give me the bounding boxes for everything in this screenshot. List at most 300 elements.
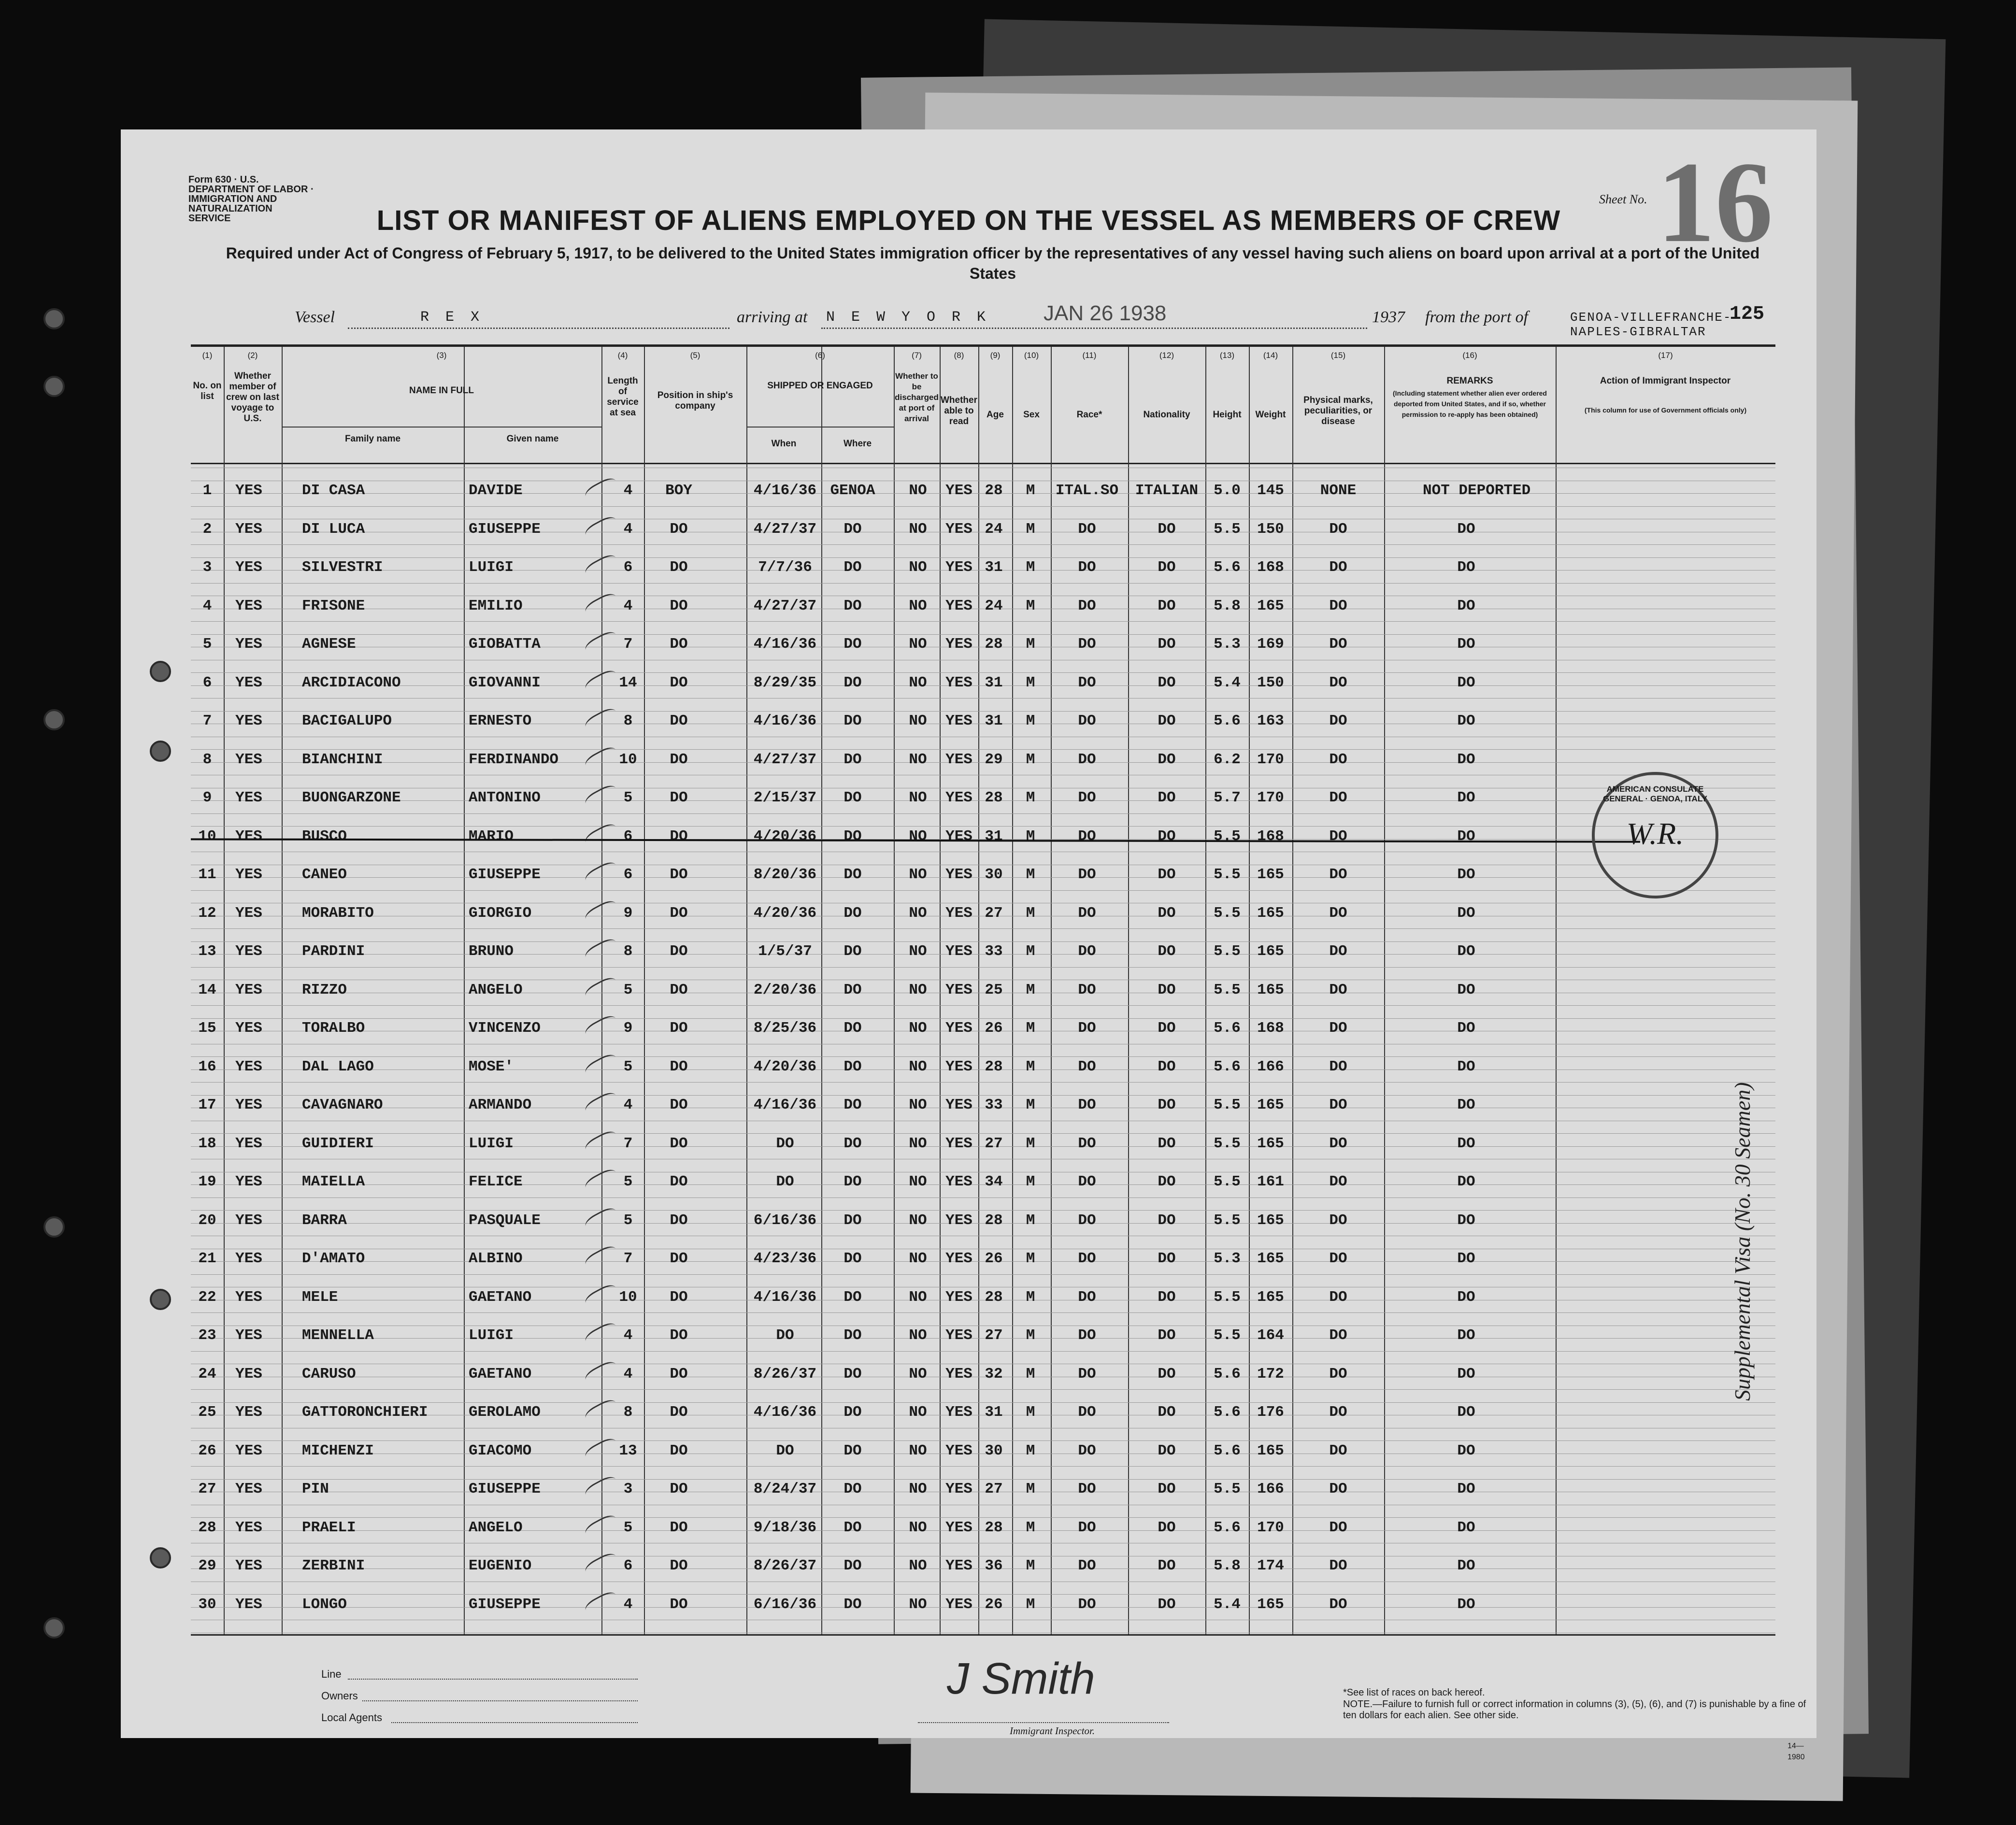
height: 5.5	[1214, 1288, 1241, 1306]
shipped-where: DO	[844, 981, 862, 998]
discharged: NO	[909, 1097, 927, 1113]
position: DO	[670, 1404, 688, 1421]
sheet-label: Sheet No.	[1599, 192, 1647, 206]
physical-marks: DO	[1329, 1288, 1347, 1306]
crew-last-voyage: YES	[235, 1135, 262, 1152]
header-remarks: REMARKS	[1446, 376, 1493, 386]
height: 5.5	[1214, 1327, 1241, 1344]
length-of-service: 5	[623, 1173, 633, 1190]
height: 5.6	[1214, 713, 1241, 729]
length-of-service: 6	[623, 559, 633, 576]
family-name: FRISONE	[302, 597, 365, 614]
age: 36	[985, 1557, 1003, 1574]
position: DO	[670, 1020, 688, 1037]
crew-last-voyage: YES	[235, 559, 262, 576]
manifest-sheet	[121, 129, 1816, 1761]
discharged: NO	[909, 1327, 927, 1344]
table-row	[191, 905, 1775, 943]
header-nationality: Nationality	[1143, 410, 1190, 420]
family-name: DAL LAGO	[302, 1058, 374, 1075]
shipped-where: GENOA	[830, 482, 875, 499]
family-name: PIN	[302, 1481, 329, 1497]
race: DO	[1078, 1481, 1096, 1497]
table-row	[191, 1481, 1775, 1519]
weight: 172	[1257, 1365, 1284, 1383]
able-to-read: YES	[945, 1288, 972, 1306]
family-name: BIANCHINI	[302, 751, 383, 768]
position: DO	[670, 866, 688, 883]
column-number: (8)	[954, 351, 964, 360]
family-name: AGNESE	[302, 636, 356, 653]
shipped-when: 6/16/36	[753, 1596, 817, 1613]
length-of-service: 5	[623, 981, 633, 998]
column-number: (4)	[617, 351, 628, 360]
height: 5.6	[1214, 1442, 1241, 1459]
remarks: DO	[1457, 1442, 1475, 1459]
crew-last-voyage: YES	[235, 1250, 262, 1267]
shipped-where: DO	[844, 1250, 862, 1267]
row-number: 15	[198, 1020, 216, 1037]
family-name: MAIELLA	[302, 1173, 365, 1190]
crew-last-voyage: YES	[235, 1557, 262, 1574]
able-to-read: YES	[945, 482, 972, 499]
able-to-read: YES	[945, 866, 972, 883]
table-row	[191, 1596, 1775, 1635]
height: 5.8	[1214, 597, 1241, 614]
sex: M	[1026, 1058, 1035, 1075]
physical-marks: DO	[1329, 789, 1347, 806]
nationality: ITALIAN	[1135, 482, 1199, 499]
remarks: DO	[1457, 1058, 1475, 1075]
physical-marks: DO	[1329, 827, 1347, 845]
column-number: (7)	[912, 351, 922, 360]
weight: 165	[1257, 1250, 1284, 1267]
race: DO	[1078, 1020, 1096, 1037]
nationality: DO	[1158, 1135, 1176, 1152]
nationality: DO	[1158, 1442, 1176, 1459]
discharged: NO	[909, 1135, 927, 1152]
nationality: DO	[1158, 1058, 1176, 1075]
shipped-when: 4/16/36	[753, 1097, 817, 1113]
table-row	[191, 1557, 1775, 1596]
given-name: GEROLAMO	[469, 1404, 541, 1421]
sex: M	[1026, 1020, 1035, 1037]
discharged: NO	[909, 482, 927, 499]
remarks: DO	[1457, 559, 1475, 576]
header-age: Age	[987, 410, 1004, 420]
height: 5.8	[1214, 1557, 1241, 1574]
able-to-read: YES	[945, 559, 972, 576]
crew-last-voyage: YES	[235, 751, 262, 768]
row-number: 17	[198, 1097, 216, 1113]
physical-marks: DO	[1329, 1365, 1347, 1383]
position: DO	[670, 1058, 688, 1075]
table-row	[191, 1097, 1775, 1135]
nationality: DO	[1158, 789, 1176, 806]
able-to-read: YES	[945, 789, 972, 806]
physical-marks: DO	[1329, 981, 1347, 998]
row-number: 21	[198, 1250, 216, 1267]
shipped-where: DO	[844, 559, 862, 576]
race: DO	[1078, 1250, 1096, 1267]
shipped-where: DO	[844, 866, 862, 883]
given-name: FELICE	[469, 1173, 523, 1190]
nationality: DO	[1158, 1097, 1176, 1113]
crew-last-voyage: YES	[235, 1365, 262, 1383]
physical-marks: DO	[1329, 674, 1347, 691]
header-race: Race*	[1076, 410, 1102, 420]
height: 5.3	[1214, 1250, 1241, 1267]
shipped-where: DO	[844, 904, 862, 922]
nationality: DO	[1158, 1481, 1176, 1497]
discharged: NO	[909, 1365, 927, 1383]
length-of-service: 4	[623, 1327, 633, 1344]
side-annotation: Supplemental Visa (No. 30 Seamen)	[1730, 1082, 1755, 1401]
weight: 164	[1257, 1327, 1284, 1344]
row-number: 14	[198, 981, 216, 998]
footer	[193, 1654, 1806, 1761]
header-where: Where	[843, 439, 872, 449]
race: DO	[1078, 1135, 1096, 1152]
table-row	[191, 751, 1775, 790]
shipped-where: DO	[844, 1135, 862, 1152]
given-name: GAETANO	[469, 1288, 532, 1306]
given-name: GIORGIO	[469, 904, 532, 922]
able-to-read: YES	[945, 636, 972, 653]
page-subtitle: Required under Act of Congress of February 5, 1917, to be delivered to the United States immigration officer by the representatives of any vessel having such aliens on board upon arrival at a port of the United States	[226, 244, 1760, 282]
position: DO	[670, 1288, 688, 1306]
shipped-when: 4/16/36	[753, 713, 817, 729]
nationality: DO	[1158, 827, 1176, 845]
nationality: DO	[1158, 904, 1176, 922]
weight: 165	[1257, 904, 1284, 922]
length-of-service: 8	[623, 1404, 633, 1421]
physical-marks: DO	[1329, 1135, 1347, 1152]
row-number: 5	[202, 636, 212, 653]
weight: 170	[1257, 751, 1284, 768]
crew-last-voyage: YES	[235, 1173, 262, 1190]
table-row	[191, 559, 1775, 598]
sheet-number: 16	[1657, 138, 1773, 266]
height: 5.6	[1214, 1020, 1241, 1037]
nationality: DO	[1158, 520, 1176, 538]
remarks: DO	[1457, 674, 1475, 691]
position: DO	[670, 827, 688, 845]
race: DO	[1078, 827, 1096, 845]
shipped-when: DO	[776, 1135, 794, 1152]
sex: M	[1026, 597, 1035, 614]
age: 28	[985, 1519, 1003, 1536]
race: DO	[1078, 1557, 1096, 1574]
shipped-where: DO	[844, 1288, 862, 1306]
length-of-service: 7	[623, 1135, 633, 1152]
shipped-when: 4/16/36	[753, 1288, 817, 1306]
length-of-service: 14	[619, 674, 637, 691]
races-note: *See list of races on back hereof.	[1343, 1687, 1485, 1698]
page-title: LIST OR MANIFEST OF ALIENS EMPLOYED ON THE VESSEL AS MEMBERS OF CREW	[376, 205, 1561, 236]
header-name-in-full: NAME IN FULL	[409, 385, 474, 396]
line-label: Line	[321, 1668, 342, 1680]
shipped-where: DO	[844, 1173, 862, 1190]
header-shipped-or-engaged: SHIPPED OR ENGAGED	[767, 381, 873, 391]
length-of-service: 5	[623, 1519, 633, 1536]
able-to-read: YES	[945, 943, 972, 960]
physical-marks: DO	[1329, 943, 1347, 960]
length-of-service: 9	[623, 1020, 633, 1037]
shipped-when: DO	[776, 1327, 794, 1344]
shipped-when: 9/18/36	[753, 1519, 817, 1536]
height: 5.4	[1214, 1596, 1241, 1613]
row-number: 19	[198, 1173, 216, 1190]
weight: 174	[1257, 1557, 1284, 1574]
family-name: CARUSO	[302, 1365, 356, 1383]
weight: 165	[1257, 1596, 1284, 1613]
remarks: NOT DEPORTED	[1423, 482, 1531, 499]
age: 30	[985, 1442, 1003, 1459]
shipped-where: DO	[844, 751, 862, 768]
column-number: (11)	[1082, 351, 1097, 360]
length-of-service: 5	[623, 789, 633, 806]
position: DO	[670, 1135, 688, 1152]
given-name: MOSE'	[469, 1058, 514, 1075]
length-of-service: 8	[623, 943, 633, 960]
height: 5.6	[1214, 1058, 1241, 1075]
arrival-port: N E W Y O R K	[826, 309, 990, 326]
header-physical-marks: Physical marks, peculiarities, or disease	[1303, 395, 1373, 427]
race: DO	[1078, 1288, 1096, 1306]
form-id: Form 630 · U.S. DEPARTMENT OF LABOR · IMMIGRATION AND NATURALIZATION SERVICE	[188, 174, 314, 224]
physical-marks: DO	[1329, 597, 1347, 614]
shipped-when: 8/26/37	[753, 1365, 817, 1383]
given-name: MARIO	[469, 827, 514, 845]
discharged: NO	[909, 827, 927, 845]
height: 6.2	[1214, 751, 1241, 768]
nationality: DO	[1158, 1365, 1176, 1383]
length-of-service: 6	[623, 827, 633, 845]
position: DO	[670, 1481, 688, 1497]
row-number: 11	[198, 866, 216, 883]
discharged: NO	[909, 1442, 927, 1459]
sex: M	[1026, 1327, 1035, 1344]
crew-last-voyage: YES	[235, 981, 262, 998]
length-of-service: 4	[623, 1596, 633, 1613]
race: DO	[1078, 1173, 1096, 1190]
age: 26	[985, 1250, 1003, 1267]
column-number: (14)	[1263, 351, 1278, 360]
shipped-when: 8/25/36	[753, 1020, 817, 1037]
position: DO	[670, 789, 688, 806]
consulate-stamp-text: AMERICAN CONSULATE GENERAL · GENOA, ITALY	[1603, 784, 1707, 803]
discharged: NO	[909, 1250, 927, 1267]
given-name: ALBINO	[469, 1250, 523, 1267]
age: 31	[985, 559, 1003, 576]
discharged: NO	[909, 1481, 927, 1497]
row-number: 30	[198, 1596, 216, 1613]
remarks: DO	[1457, 1519, 1475, 1536]
sex: M	[1026, 827, 1035, 845]
given-name: FERDINANDO	[469, 751, 559, 768]
length-of-service: 4	[623, 597, 633, 614]
able-to-read: YES	[945, 904, 972, 922]
position: DO	[670, 597, 688, 614]
shipped-where: DO	[844, 827, 862, 845]
table-row	[191, 1327, 1775, 1366]
shipped-where: DO	[844, 1097, 862, 1113]
given-name: GIACOMO	[469, 1442, 532, 1459]
physical-marks: DO	[1329, 1442, 1347, 1459]
remarks: DO	[1457, 1327, 1475, 1344]
table-row	[191, 598, 1775, 636]
weight: 165	[1257, 1442, 1284, 1459]
nationality: DO	[1158, 1288, 1176, 1306]
row-number: 24	[198, 1365, 216, 1383]
height: 5.3	[1214, 636, 1241, 653]
crew-last-voyage: YES	[235, 674, 262, 691]
crew-last-voyage: YES	[235, 1020, 262, 1037]
physical-marks: DO	[1329, 751, 1347, 768]
shipped-header-divider	[746, 427, 894, 428]
table-row	[191, 1212, 1775, 1251]
sex: M	[1026, 1097, 1035, 1113]
sex: M	[1026, 1250, 1035, 1267]
weight: 145	[1257, 482, 1284, 499]
shipped-when: 2/15/37	[753, 789, 817, 806]
punch-hole	[43, 308, 65, 329]
given-name: ARMANDO	[469, 1097, 532, 1113]
length-of-service: 5	[623, 1058, 633, 1075]
remarks: DO	[1457, 1250, 1475, 1267]
remarks: DO	[1457, 713, 1475, 729]
family-name: GUIDIERI	[302, 1135, 374, 1152]
height: 5.5	[1214, 1173, 1241, 1190]
length-of-service: 3	[623, 1481, 633, 1497]
age: 28	[985, 1212, 1003, 1229]
shipped-when: 4/27/37	[753, 597, 817, 614]
crew-last-voyage: YES	[235, 904, 262, 922]
crew-last-voyage: YES	[235, 789, 262, 806]
row-number: 6	[202, 674, 212, 691]
sex: M	[1026, 904, 1035, 922]
weight: 166	[1257, 1058, 1284, 1075]
nationality: DO	[1158, 1404, 1176, 1421]
race: DO	[1078, 636, 1096, 653]
discharged: NO	[909, 1404, 927, 1421]
table-row	[191, 1135, 1775, 1174]
shipped-when: 4/16/36	[753, 1404, 817, 1421]
inspector-signature: J Smith	[947, 1654, 1095, 1703]
length-of-service: 5	[623, 1212, 633, 1229]
header-action-note: (This column for use of Government officials only)	[1584, 406, 1747, 414]
shipped-where: DO	[844, 1519, 862, 1536]
inspector-label: Immigrant Inspector.	[1010, 1725, 1095, 1737]
discharged: NO	[909, 1557, 927, 1574]
race: DO	[1078, 1058, 1096, 1075]
shipped-where: DO	[844, 1442, 862, 1459]
given-name: GIUSEPPE	[469, 1481, 541, 1497]
shipped-where: DO	[844, 674, 862, 691]
shipped-where: DO	[844, 943, 862, 960]
header-crew: Whether member of crew on last voyage to U.S.	[226, 371, 279, 424]
family-name: MICHENZI	[302, 1442, 374, 1459]
given-name: ANGELO	[469, 981, 523, 998]
sex: M	[1026, 1135, 1035, 1152]
row-number: 8	[202, 751, 212, 768]
age: 26	[985, 1596, 1003, 1613]
physical-marks: NONE	[1320, 482, 1357, 499]
age: 28	[985, 1058, 1003, 1075]
crew-last-voyage: YES	[235, 1097, 262, 1113]
voyage-line	[295, 301, 1744, 339]
punch-hole	[43, 1617, 65, 1639]
age: 34	[985, 1173, 1003, 1190]
nationality: DO	[1158, 1327, 1176, 1344]
nationality: DO	[1158, 1020, 1176, 1037]
height: 5.5	[1214, 981, 1241, 998]
able-to-read: YES	[945, 1481, 972, 1497]
form-code: 14—1980	[1787, 1742, 1805, 1761]
able-to-read: YES	[945, 1519, 972, 1536]
discharged: NO	[909, 674, 927, 691]
discharged: NO	[909, 751, 927, 768]
column-number: (13)	[1219, 351, 1235, 360]
shipped-where: DO	[844, 597, 862, 614]
sex: M	[1026, 1557, 1035, 1574]
shipped-where: DO	[844, 1058, 862, 1075]
row-number: 18	[198, 1135, 216, 1152]
weight: 165	[1257, 981, 1284, 998]
crew-last-voyage: YES	[235, 1327, 262, 1344]
weight: 176	[1257, 1404, 1284, 1421]
family-name: TORALBO	[302, 1020, 365, 1037]
crew-last-voyage: YES	[235, 1058, 262, 1075]
height: 5.5	[1214, 904, 1241, 922]
nationality: DO	[1158, 1596, 1176, 1613]
position: DO	[670, 943, 688, 960]
weight: 150	[1257, 674, 1284, 691]
header-discharged: Whether to be discharged at port of arrival	[895, 371, 939, 423]
sex: M	[1026, 636, 1035, 653]
weight: 165	[1257, 1097, 1284, 1113]
family-name: MENNELLA	[302, 1327, 374, 1344]
vessel-label: Vessel	[295, 308, 335, 326]
header-height: Height	[1213, 410, 1242, 420]
nationality: DO	[1158, 636, 1176, 653]
discharged: NO	[909, 1519, 927, 1536]
age: 25	[985, 981, 1003, 998]
race: DO	[1078, 981, 1096, 998]
family-name: RIZZO	[302, 981, 347, 998]
height: 5.5	[1214, 520, 1241, 538]
nationality: DO	[1158, 559, 1176, 576]
given-name: ERNESTO	[469, 713, 532, 729]
weight: 165	[1257, 866, 1284, 883]
table-row	[191, 674, 1775, 713]
table-row	[191, 1289, 1775, 1327]
remarks: DO	[1457, 789, 1475, 806]
weight: 170	[1257, 789, 1284, 806]
shipped-when: 4/16/36	[753, 482, 817, 499]
age: 27	[985, 904, 1003, 922]
row-number: 27	[198, 1481, 216, 1497]
age: 26	[985, 1020, 1003, 1037]
weight: 165	[1257, 1288, 1284, 1306]
height: 5.6	[1214, 1404, 1241, 1421]
race: DO	[1078, 904, 1096, 922]
table-row	[191, 828, 1775, 867]
length-of-service: 7	[623, 1250, 633, 1267]
age: 24	[985, 597, 1003, 614]
header-action: Action of Immigrant Inspector	[1600, 376, 1731, 386]
